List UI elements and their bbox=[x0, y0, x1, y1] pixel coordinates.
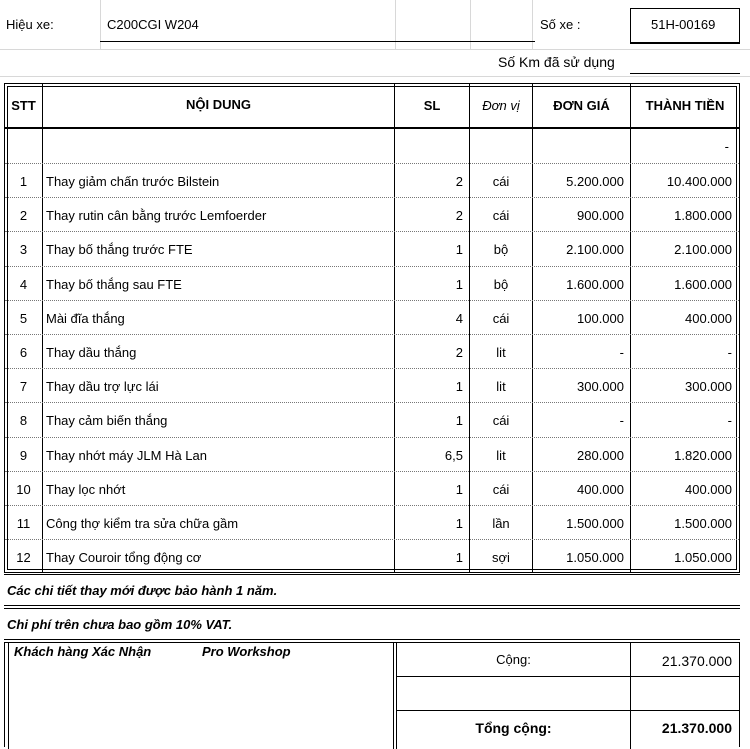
row-unit-price: - bbox=[619, 413, 624, 428]
row-divider bbox=[5, 505, 739, 506]
row-description: Thay cảm biến thắng bbox=[46, 413, 168, 428]
col-header-unit: Đơn vị bbox=[482, 98, 520, 113]
column-divider bbox=[42, 84, 43, 572]
row-quantity: 1 bbox=[455, 516, 463, 531]
footer-divider bbox=[393, 642, 394, 749]
subtotal-label: Cộng: bbox=[496, 652, 531, 667]
footer-inner-border bbox=[8, 642, 9, 749]
row-unit: lần bbox=[492, 516, 510, 531]
row-line-total: 10.400.000 bbox=[666, 174, 732, 189]
row-quantity: 6,5 bbox=[444, 448, 463, 463]
row-description: Mài đĩa thắng bbox=[46, 311, 125, 326]
row-line-total: 2.100.000 bbox=[674, 242, 732, 257]
row-unit-price: 900.000 bbox=[577, 208, 624, 223]
row-unit: lit bbox=[496, 345, 506, 360]
row-quantity: 1 bbox=[455, 550, 463, 565]
row-description: Thay lọc nhớt bbox=[46, 482, 126, 497]
row-line-total: 1.050.000 bbox=[674, 550, 732, 565]
row-stt: 9 bbox=[19, 448, 28, 463]
row-unit: lit bbox=[496, 448, 506, 463]
row-line-total: - bbox=[727, 345, 732, 360]
row-unit-price: - bbox=[619, 345, 624, 360]
row-quantity: 1 bbox=[455, 277, 463, 292]
car-model-label: Hiệu xe: bbox=[6, 17, 54, 32]
row-stt: 4 bbox=[19, 277, 28, 292]
row-line-total: 300.000 bbox=[685, 379, 732, 394]
row-unit-price: 300.000 bbox=[577, 379, 624, 394]
row-line-total: 1.500.000 bbox=[674, 516, 732, 531]
row-line-total: 400.000 bbox=[685, 311, 732, 326]
row-line-total: 1.800.000 bbox=[674, 208, 732, 223]
row-unit-price: 1.050.000 bbox=[566, 550, 624, 565]
row-stt: 2 bbox=[19, 208, 28, 223]
plate-value: 51H-00169 bbox=[651, 17, 716, 32]
col-header-total: THÀNH TIỀN bbox=[645, 98, 725, 113]
row-description: Thay rutin cân bằng trước Lemfoerder bbox=[46, 208, 267, 223]
row-unit: bộ bbox=[493, 242, 509, 257]
subtotal-value: 21.370.000 bbox=[661, 653, 732, 669]
row-stt: 6 bbox=[19, 345, 28, 360]
header-row-border bbox=[5, 127, 739, 129]
row-divider bbox=[5, 197, 739, 198]
row-divider bbox=[5, 471, 739, 472]
row-description: Thay nhớt máy JLM Hà Lan bbox=[46, 448, 207, 463]
row-unit: cái bbox=[492, 208, 510, 223]
grid-line bbox=[0, 49, 750, 50]
row-description: Thay giảm chấn trước Bilstein bbox=[46, 174, 220, 189]
grid-line bbox=[0, 76, 750, 77]
row-stt: 1 bbox=[19, 174, 28, 189]
row-quantity: 1 bbox=[455, 242, 463, 257]
notes-border bbox=[4, 605, 740, 606]
col-header-qty: SL bbox=[423, 98, 441, 113]
row-divider bbox=[5, 300, 739, 301]
notes-border bbox=[4, 608, 740, 609]
row-unit-price: 5.200.000 bbox=[566, 174, 624, 189]
row-line-total: 1.600.000 bbox=[674, 277, 732, 292]
row-stt: 8 bbox=[19, 413, 28, 428]
row-unit: lit bbox=[496, 379, 506, 394]
row-unit-price: 1.600.000 bbox=[566, 277, 624, 292]
car-model-value: C200CGI W204 bbox=[107, 17, 199, 32]
blank-row-total: - bbox=[724, 139, 729, 154]
column-divider bbox=[394, 84, 395, 572]
row-unit-price: 280.000 bbox=[577, 448, 624, 463]
row-divider bbox=[5, 231, 739, 232]
row-unit-price: 2.100.000 bbox=[566, 242, 624, 257]
plate-label: Số xe : bbox=[540, 17, 581, 32]
workshop-label: Pro Workshop bbox=[202, 644, 291, 659]
row-line-total: 400.000 bbox=[685, 482, 732, 497]
grand-total-value: 21.370.000 bbox=[661, 720, 732, 736]
row-description: Thay bố thắng sau FTE bbox=[46, 277, 182, 292]
row-description: Công thợ kiểm tra sửa chữa gầm bbox=[46, 516, 239, 531]
row-unit: bộ bbox=[493, 277, 509, 292]
column-divider bbox=[532, 84, 533, 572]
row-description: Thay Couroir tổng động cơ bbox=[46, 550, 202, 565]
row-description: Thay dầu thắng bbox=[46, 345, 137, 360]
row-stt: 7 bbox=[19, 379, 28, 394]
column-divider bbox=[630, 84, 631, 572]
row-divider bbox=[5, 368, 739, 369]
col-header-price: ĐƠN GIÁ bbox=[553, 98, 610, 113]
row-description: Thay bố thắng trước FTE bbox=[46, 242, 193, 257]
row-unit-price: 100.000 bbox=[577, 311, 624, 326]
warranty-note: Các chi tiết thay mới được bảo hành 1 năm. bbox=[7, 583, 278, 598]
row-unit: cái bbox=[492, 174, 510, 189]
row-stt: 10 bbox=[16, 482, 31, 497]
row-divider bbox=[5, 266, 739, 267]
row-divider bbox=[5, 437, 739, 438]
row-line-total: - bbox=[727, 413, 732, 428]
row-unit: cái bbox=[492, 413, 510, 428]
row-description: Thay dầu trợ lực lái bbox=[46, 379, 159, 394]
row-stt: 11 bbox=[16, 516, 31, 531]
customer-confirm-label: Khách hàng Xác Nhận bbox=[14, 644, 152, 659]
column-divider bbox=[469, 84, 470, 572]
km-underline bbox=[630, 73, 740, 74]
row-quantity: 2 bbox=[455, 174, 463, 189]
row-stt: 5 bbox=[19, 311, 28, 326]
footer-row-border bbox=[396, 676, 740, 677]
row-divider bbox=[5, 163, 739, 164]
row-unit: sợi bbox=[492, 550, 510, 565]
row-unit-price: 1.500.000 bbox=[566, 516, 624, 531]
col-header-stt: STT bbox=[11, 98, 36, 113]
row-unit: cái bbox=[492, 482, 510, 497]
row-quantity: 1 bbox=[455, 413, 463, 428]
row-quantity: 2 bbox=[455, 345, 463, 360]
row-quantity: 4 bbox=[455, 311, 463, 326]
row-quantity: 2 bbox=[455, 208, 463, 223]
row-quantity: 1 bbox=[455, 379, 463, 394]
km-label: Số Km đã sử dụng bbox=[498, 54, 615, 70]
col-header-content: NỘI DUNG bbox=[186, 97, 251, 112]
row-stt: 12 bbox=[16, 550, 31, 565]
grand-total-label: Tổng cộng: bbox=[475, 720, 552, 736]
row-divider bbox=[5, 402, 739, 403]
row-line-total: 1.820.000 bbox=[674, 448, 732, 463]
notes-border bbox=[4, 574, 740, 575]
row-divider bbox=[5, 539, 739, 540]
row-quantity: 1 bbox=[455, 482, 463, 497]
vat-note: Chi phí trên chưa bao gồm 10% VAT. bbox=[7, 617, 233, 632]
car-model-underline bbox=[100, 41, 535, 42]
row-divider bbox=[5, 334, 739, 335]
row-unit-price: 400.000 bbox=[577, 482, 624, 497]
row-stt: 3 bbox=[19, 242, 28, 257]
notes-border bbox=[4, 639, 740, 640]
row-unit: cái bbox=[492, 311, 510, 326]
footer-row-border bbox=[396, 710, 740, 711]
